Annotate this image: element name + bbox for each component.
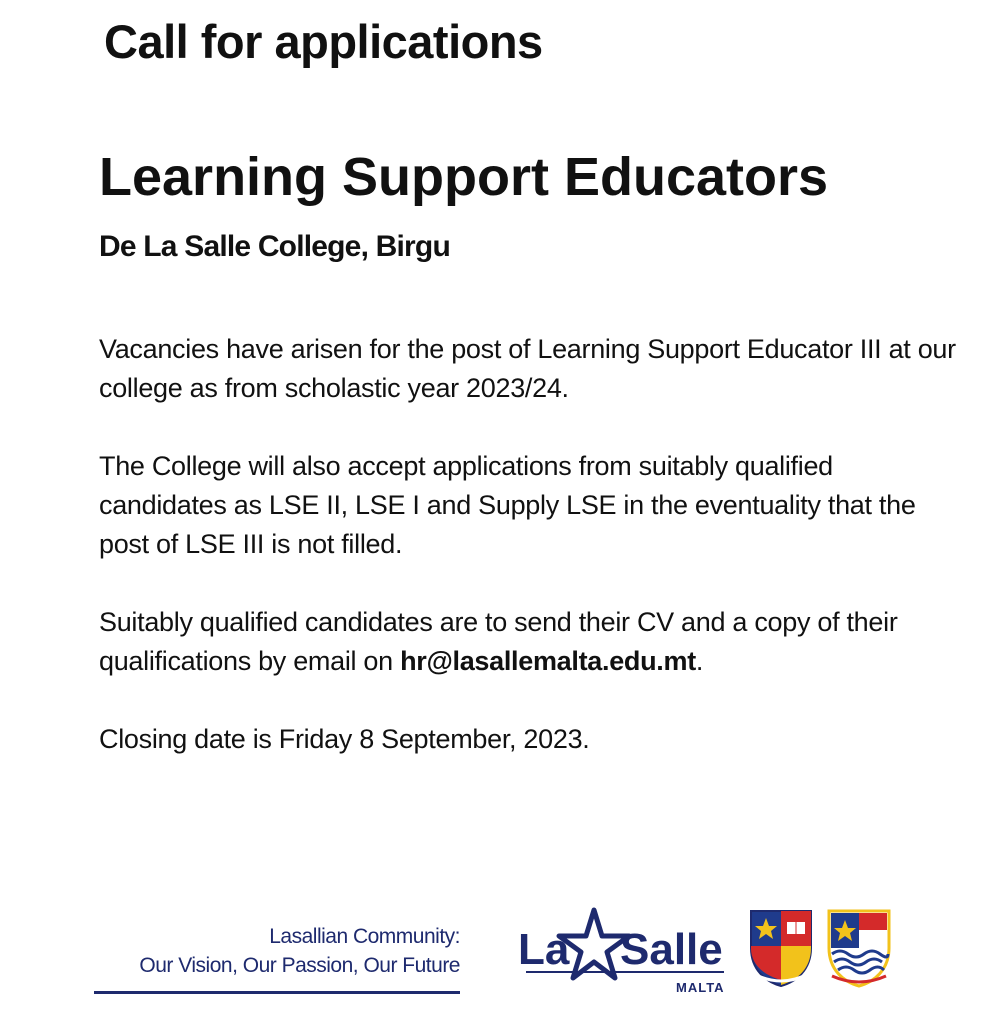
crest-icon [826, 908, 892, 988]
application-text-end: . [695, 646, 704, 676]
vacancy-paragraph: Vacancies have arisen for the post of Learning Support Educator III at our college as from scholastic year 2023/24. [99, 334, 956, 403]
application-paragraph [99, 603, 959, 681]
logo-text-la: La [518, 925, 570, 974]
page-title: Learning Support Educators [99, 147, 829, 207]
tagline-line-1: Lasallian Community: [269, 925, 460, 948]
la-salle-logo [516, 906, 732, 998]
crest-icon [748, 908, 814, 988]
notice-body [99, 330, 959, 798]
la-salle-star-icon [559, 910, 629, 978]
logo-text-salle: Salle [620, 925, 723, 974]
closing-date-paragraph: Closing date is Friday 8 September, 2023. [99, 724, 590, 754]
email-link[interactable]: hr@lasallemalta.edu.mt [400, 646, 696, 676]
application-text: Suitably qualified candidates are to send their CV and a copy of their qualifications by email on [99, 607, 898, 676]
alternate-posts-paragraph: The College will also accept applications from suitably qualified candidates as LSE II, LSE I and Supply LSE in the eventuality that the post of LSE III is not filled. [99, 451, 916, 559]
kicker-heading: Call for applications [104, 15, 543, 68]
logo-sub-malta: MALTA [676, 980, 725, 995]
footer-divider [94, 991, 460, 994]
college-subtitle: De La Salle College, Birgu [99, 230, 450, 263]
tagline-line-2: Our Vision, Our Passion, Our Future [139, 954, 460, 977]
footer-tagline [94, 922, 460, 980]
